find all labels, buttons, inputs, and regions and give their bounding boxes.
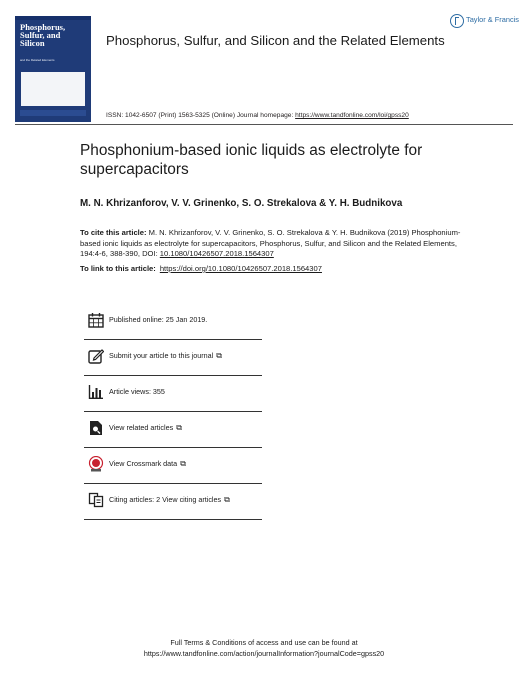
published-online-row [84, 304, 262, 340]
logo-text: Taylor & Francis [466, 15, 519, 24]
edit-icon [88, 348, 104, 364]
submit-article-row[interactable] [84, 340, 262, 376]
external-link-icon: ⧉ [224, 495, 230, 504]
external-link-icon: ⧉ [216, 351, 222, 360]
citing-articles-row[interactable] [84, 484, 262, 520]
related-articles-link[interactable]: View related articles [109, 423, 174, 432]
article-title: Phosphonium-based ionic liquids as electrolyte for supercapacitors [80, 142, 423, 178]
external-link-icon: ⧉ [176, 423, 182, 432]
cite-label: To cite this article: [80, 228, 147, 237]
link-label: To link to this article: [80, 264, 156, 273]
cover-bottom-band [20, 110, 86, 116]
external-link-icon: ⧉ [180, 459, 186, 468]
header-divider [15, 124, 513, 125]
issn-text: ISSN: 1042-6507 (Print) 1563-5325 (Online) Journal homepage: [106, 112, 296, 119]
bar-chart-icon [88, 384, 104, 400]
related-articles-row[interactable] [84, 412, 262, 448]
cover-subtitle: and the Related Elements [20, 58, 55, 62]
article-link-line [80, 264, 322, 273]
cite-text: M. N. Khrizanforov, V. V. Grinenko, S. O. Strekalova & Y. H. Budnikova (2019) Phosphonium-based ionic liquids as electrolyte for supercapacitors, Phosphorus, Sulfur, and Silicon and the Related Elements, 194:4-6, 388-390, DOI: [80, 228, 461, 258]
crossmark-icon [88, 456, 104, 472]
journal-cover-image[interactable] [15, 16, 91, 122]
crossmark-link[interactable]: View Crossmark data [109, 459, 178, 468]
cover-artwork [21, 72, 85, 106]
cite-doi-link[interactable]: 10.1080/10426507.2018.1564307 [159, 249, 274, 258]
search-doc-icon [88, 420, 104, 436]
published-online-text: Published online: 25 Jan 2019. [109, 315, 208, 324]
tf-logo-icon [450, 14, 464, 28]
footer-terms-link[interactable]: https://www.tandfonline.com/action/journalInformation?journalCode=gpss20 [143, 648, 385, 658]
footer-line-1: Full Terms & Conditions of access and use can be found at [170, 638, 358, 647]
calendar-icon [88, 312, 104, 328]
journal-homepage-link[interactable]: https://www.tandfonline.com/loi/gpss20 [295, 112, 409, 119]
article-doi-link[interactable]: https://doi.org/10.1080/10426507.2018.1564307 [159, 264, 322, 273]
citing-icon [88, 492, 104, 508]
citing-articles-link[interactable]: Citing articles: 2 View citing articles [109, 495, 222, 504]
article-views-text: Article views: 355 [109, 387, 165, 396]
footer-terms [0, 638, 528, 659]
authors: M. N. Khrizanforov, V. V. Grinenko, S. O. Strekalova & Y. H. Budnikova [80, 198, 403, 209]
crossmark-row[interactable] [84, 448, 262, 484]
issn-line [106, 112, 409, 119]
journal-name[interactable]: Phosphorus, Sulfur, and Silicon and the Related Elements [106, 33, 445, 48]
article-views-row [84, 376, 262, 412]
cover-title: Phosphorus, Sulfur, and Silicon [20, 22, 66, 48]
publisher-logo[interactable] [450, 14, 519, 32]
citation-block [80, 228, 470, 260]
submit-article-link[interactable]: Submit your article to this journal [109, 351, 214, 360]
row-divider [84, 519, 262, 520]
cover-top-band [15, 16, 91, 20]
